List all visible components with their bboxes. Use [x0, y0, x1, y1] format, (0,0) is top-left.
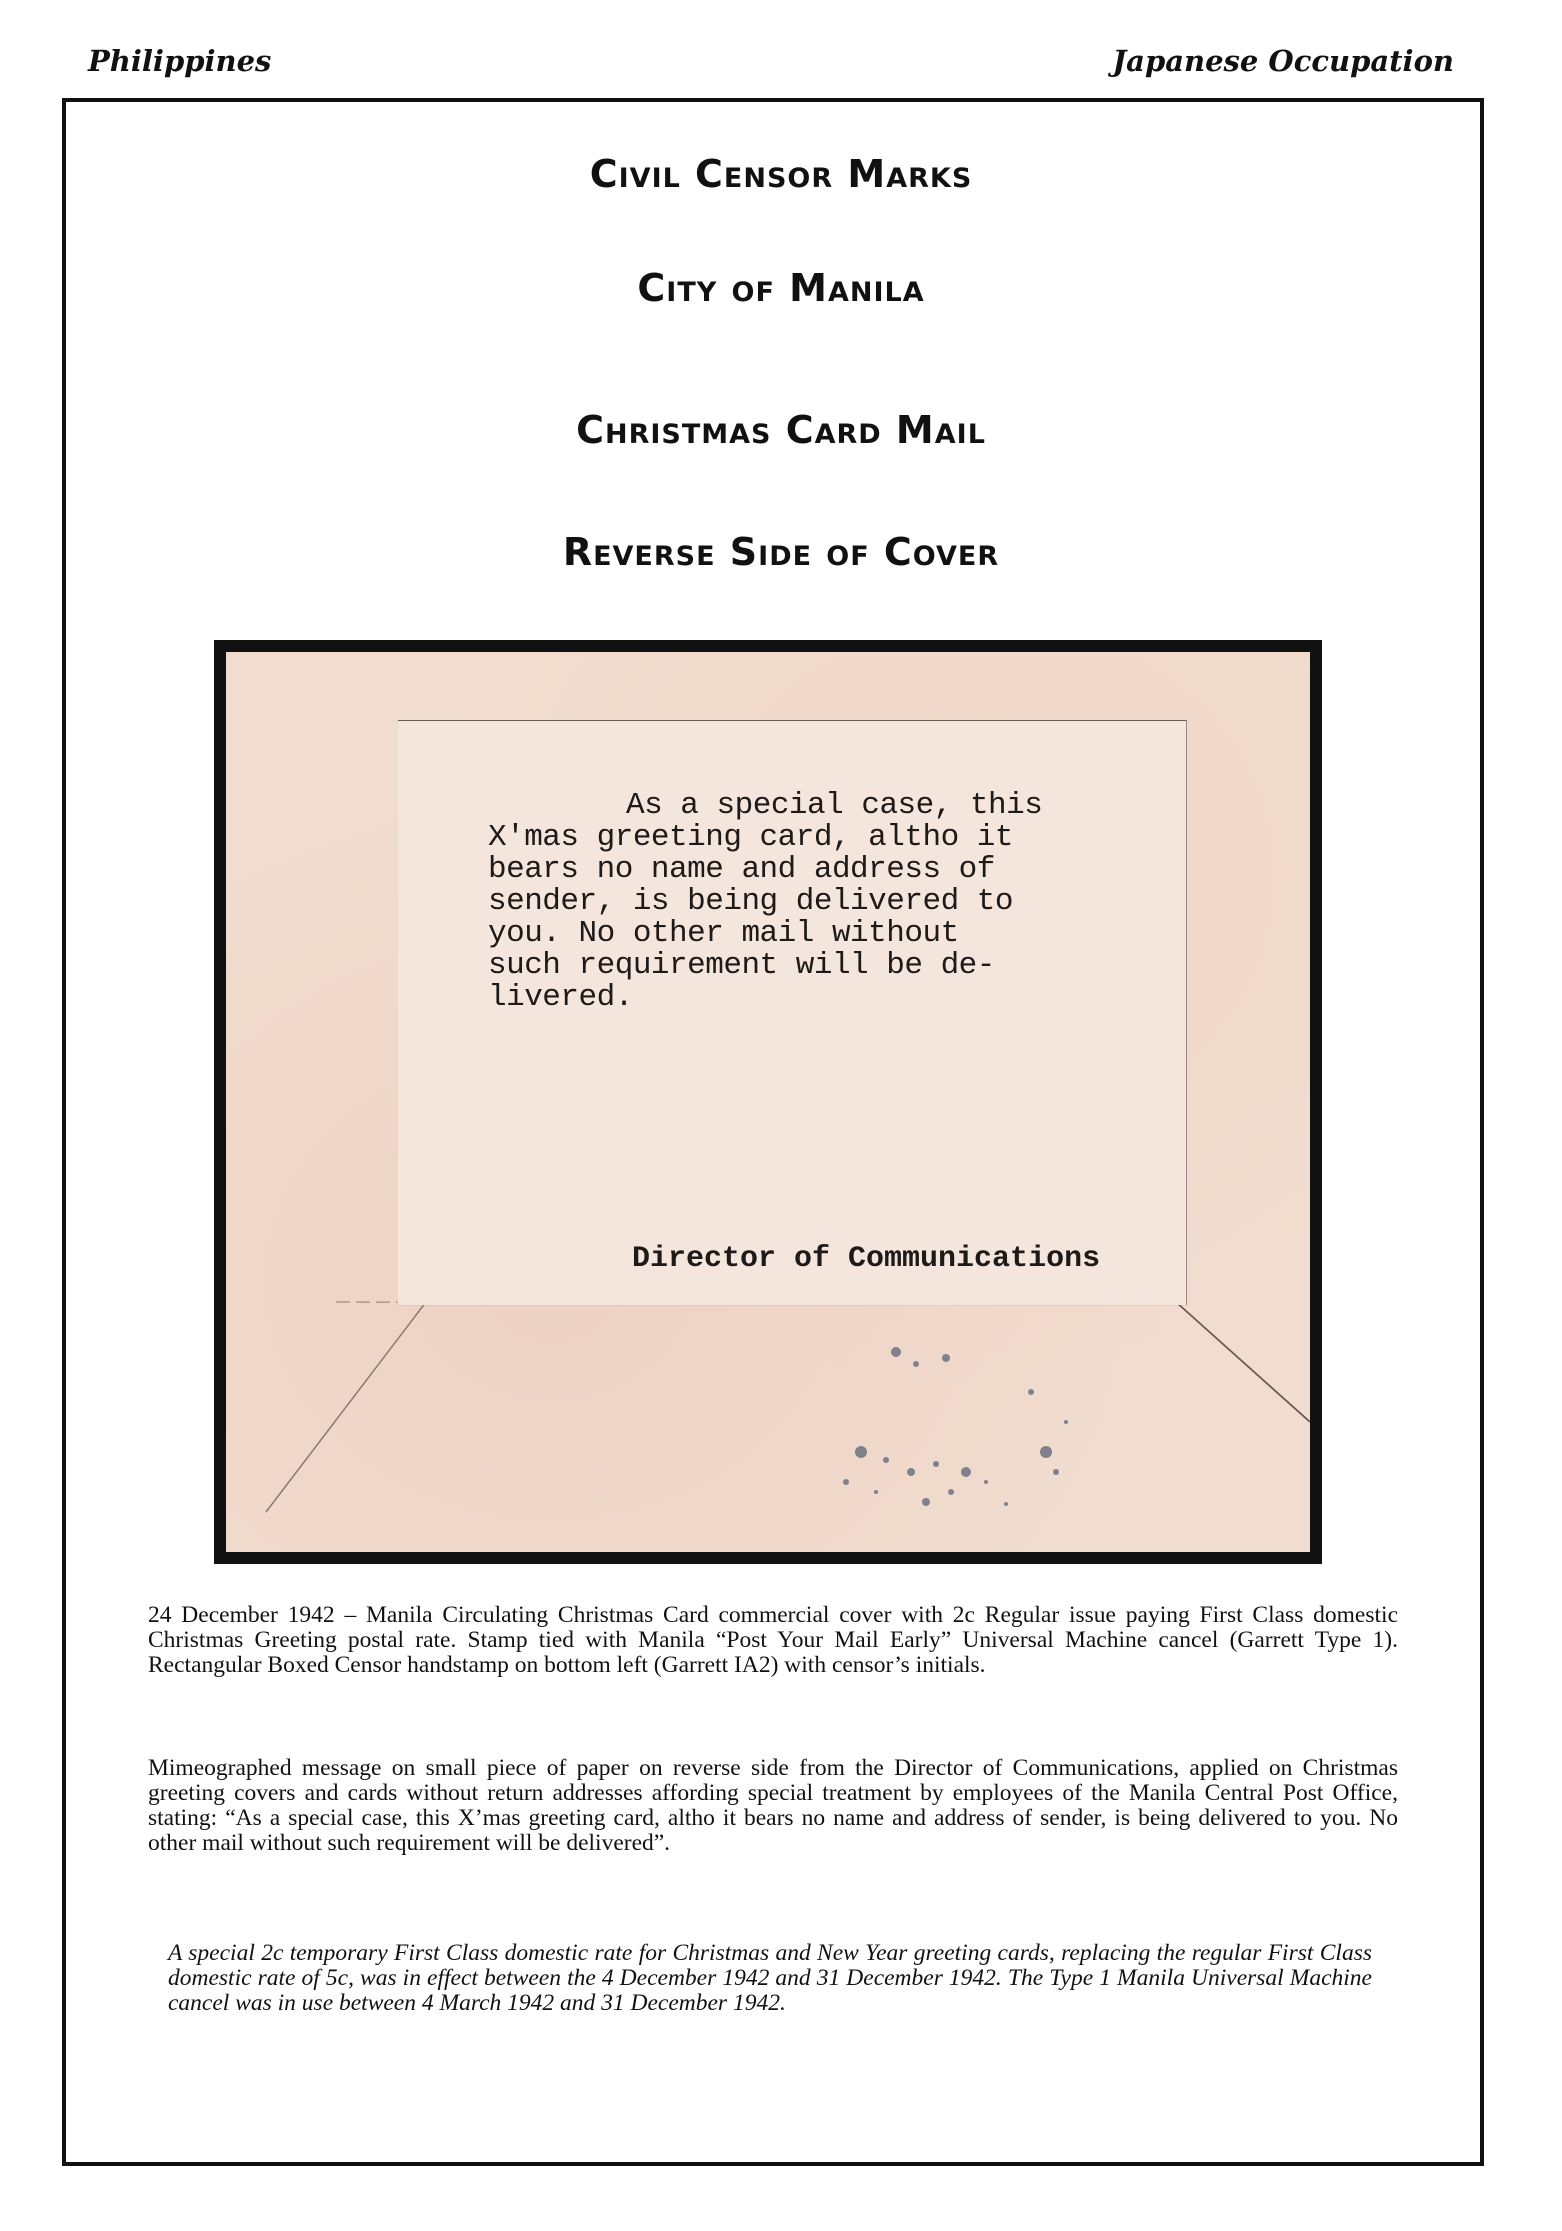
rate-note: A special 2c temporary First Class domestic rate for Christmas and New Year greeting cards, replacing the regular First Class domestic rate of 5c, was in effect between the 4 December 1942 and 31 December 1942. The Type 1 Manila Universal Machine cancel was in use between 4 March 1942 and 31 December 1942. — [168, 1940, 1372, 2016]
page-title: Civil Censor Marks — [589, 152, 973, 196]
description-paragraph: 24 December 1942 – Manila Circulating Christmas Card commercial cover with 2c Regular issue paying First Class domestic Christmas Greeting postal rate. Stamp tied with Manila “Post Your Mail Early” Universal Machine cancel (Garrett Type 1). Rectangular Boxed Censor handstamp on bottom left (Garrett IA2) with censor’s initials. — [148, 1602, 1398, 1678]
postmark-smudge — [746, 1332, 1126, 1552]
subtitle-cover-side: Reverse Side of Cover — [562, 530, 1000, 574]
message-line: you. No other mail without — [488, 916, 959, 951]
message-line: sender, is being delivered to — [488, 884, 1013, 919]
message-line: livered. — [488, 980, 633, 1015]
header-country: Philippines — [88, 44, 272, 78]
cover-reverse — [226, 652, 1310, 1552]
message-signature: Director of Communications — [632, 1242, 1101, 1276]
message-line: As a special case, this — [626, 788, 1043, 823]
cover-image — [214, 640, 1322, 1564]
subtitle-mail-type: Christmas Card Mail — [576, 408, 986, 452]
header-period: Japanese Occupation — [1112, 44, 1454, 78]
mimeographed-message — [488, 788, 1043, 1015]
message-line: such requirement will be de- — [488, 948, 995, 983]
message-line: X'mas greeting card, altho it — [488, 820, 1013, 855]
subtitle-city: City of Manila — [637, 266, 925, 310]
message-line: bears no name and address of — [488, 852, 995, 887]
description-paragraph: Mimeographed message on small piece of paper on reverse side from the Director of Communications, applied on Christmas greeting covers and cards without return addresses affording special treatment by employees of the Manila Central Post Office, stating: “As a special case, this X’mas greeting card, altho it bears no name and address of sender, is being delivered to you. No other mail without such requirement will be delivered”. — [148, 1755, 1398, 1856]
